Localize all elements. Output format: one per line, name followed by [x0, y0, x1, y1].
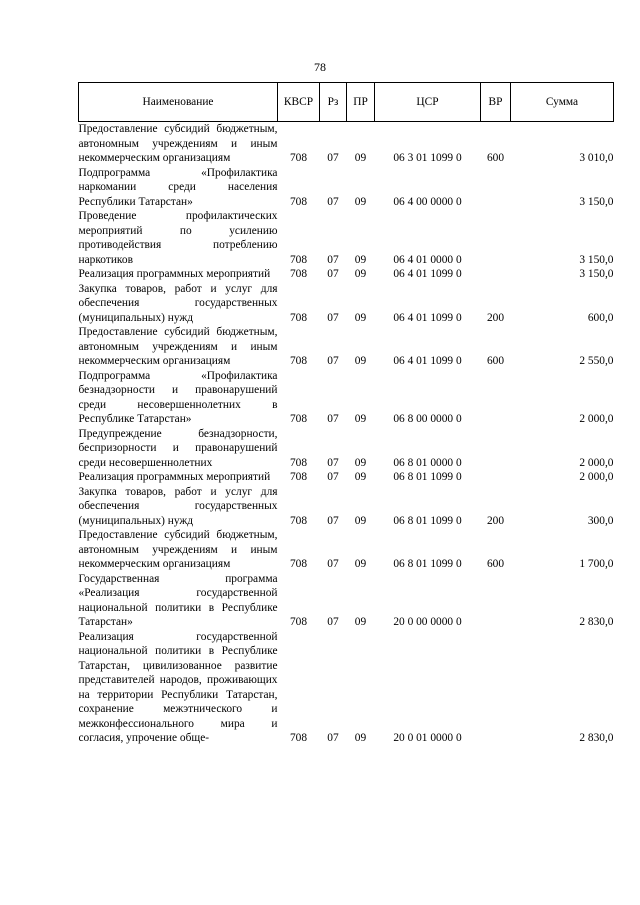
table-row — [79, 267, 614, 282]
cell-name — [79, 369, 278, 427]
cell-sum: 3 150,0 — [579, 195, 614, 208]
cell-rz: 07 — [327, 253, 339, 266]
cell-vr: 600 — [486, 152, 505, 164]
cell-csr: 06 8 01 1099 0 — [393, 514, 462, 527]
cell-csr: 06 4 01 1099 0 — [393, 268, 462, 280]
cell-name — [79, 427, 278, 471]
cell-sum: 2 000,0 — [579, 413, 614, 425]
cell-sum: 3 150,0 — [579, 253, 614, 266]
budget-table — [78, 82, 614, 746]
cell-name — [79, 122, 278, 166]
cell-rz: 07 — [327, 268, 339, 280]
cell-kvsr: 708 — [289, 456, 308, 469]
cell-kvsr: 708 — [289, 413, 308, 425]
table-row — [79, 325, 614, 369]
cell-kvsr: 708 — [289, 471, 308, 483]
cell-rz: 07 — [327, 732, 339, 744]
cell-rz: 07 — [327, 558, 339, 570]
table-row — [79, 528, 614, 572]
table-row — [79, 572, 614, 630]
cell-rz: 07 — [327, 413, 339, 425]
table-body — [79, 122, 614, 746]
cell-csr: 20 0 01 0000 0 — [393, 732, 462, 744]
cell-kvsr: 708 — [289, 195, 308, 208]
cell-name — [79, 485, 278, 529]
cell-sum: 2 830,0 — [579, 732, 614, 744]
cell-vr — [481, 267, 511, 282]
cell-vr: 600 — [486, 558, 505, 570]
row-name-text: Закупка товаров, работ и услуг для обеспечения государственных (муниципальных) нужд — [78, 485, 278, 527]
cell-pr: 09 — [354, 253, 367, 266]
cell-sum: 3 010,0 — [579, 152, 614, 164]
cell-csr: 06 8 00 0000 0 — [393, 413, 462, 425]
cell-sum: 600,0 — [587, 311, 614, 324]
table-row — [79, 369, 614, 427]
cell-kvsr: 708 — [289, 616, 308, 628]
cell-vr: 600 — [486, 355, 505, 367]
cell-sum: 2 830,0 — [579, 616, 614, 628]
cell-csr: 06 8 01 1099 0 — [393, 558, 462, 570]
cell-vr — [481, 630, 511, 746]
cell-name — [79, 166, 278, 210]
header-name: Наименование — [79, 83, 278, 122]
cell-vr: 200 — [486, 311, 505, 324]
row-name-text: Предоставление субсидий бюджетным, автономным учреждениям и иным некоммерческим организациям — [78, 326, 278, 367]
cell-pr: 09 — [354, 311, 367, 324]
cell-name — [79, 325, 278, 369]
cell-pr: 09 — [354, 355, 367, 367]
cell-vr — [481, 166, 511, 210]
cell-sum: 300,0 — [587, 514, 614, 527]
cell-pr: 09 — [354, 558, 367, 570]
cell-kvsr: 708 — [289, 311, 308, 324]
table-row — [79, 166, 614, 210]
header-vr: ВР — [481, 83, 511, 122]
table-row — [79, 485, 614, 529]
cell-rz: 07 — [327, 514, 339, 527]
header-row — [79, 83, 614, 122]
cell-csr: 06 8 01 0000 0 — [393, 456, 462, 469]
cell-pr: 09 — [354, 413, 367, 425]
cell-csr: 20 0 00 0000 0 — [393, 616, 462, 628]
table-row — [79, 122, 614, 166]
row-name-text: Предоставление субсидий бюджетным, автономным учреждениям и иным некоммерческим организациям — [78, 123, 278, 164]
cell-csr: 06 4 01 1099 0 — [393, 355, 462, 367]
cell-rz: 07 — [327, 152, 339, 164]
header-pr: ПР — [347, 83, 375, 122]
cell-vr — [481, 369, 511, 427]
cell-pr: 09 — [354, 471, 367, 483]
table-row — [79, 209, 614, 267]
cell-csr: 06 4 01 0000 0 — [393, 253, 462, 266]
row-name-text: Проведение профилактических мероприятий по усилению противодействия потреблению наркотиков — [78, 210, 278, 266]
header-sum: Сумма — [511, 83, 614, 122]
table-row — [79, 427, 614, 471]
cell-name — [79, 470, 278, 485]
row-name-text: Предоставление субсидий бюджетным, автономным учреждениям и иным некоммерческим организациям — [78, 529, 278, 570]
table-row — [79, 470, 614, 485]
cell-vr — [481, 572, 511, 630]
cell-vr: 200 — [486, 514, 505, 527]
cell-kvsr: 708 — [289, 253, 308, 266]
table-row — [79, 630, 614, 746]
row-name-text: Государственная программа «Реализация государственной национальной политики в Республике Татарстан» — [78, 572, 278, 628]
cell-sum: 1 700,0 — [579, 558, 614, 570]
cell-vr — [481, 209, 511, 267]
row-name-text: Реализация государственной национальной политики в Республике Татарстан, цивилизованное развитие представителей народов, проживающих на территории Республики Татарстан, сохранение межэтнического и межконфессионального мира и согласия, упрочение обще- — [78, 630, 278, 744]
cell-pr: 09 — [354, 268, 367, 280]
row-name-text: Реализация программных мероприятий — [78, 268, 271, 280]
header-kvsr: КВСР — [278, 83, 320, 122]
row-name-text: Подпрограмма «Профилактика безнадзорности и правонарушений среди несовершеннолетних в Республике Татарстан» — [78, 369, 278, 425]
cell-name — [79, 528, 278, 572]
cell-rz: 07 — [327, 311, 339, 324]
cell-csr: 06 8 01 1099 0 — [393, 471, 462, 483]
header-rz: Рз — [320, 83, 347, 122]
cell-kvsr: 708 — [289, 514, 308, 527]
cell-vr — [481, 427, 511, 471]
cell-kvsr: 708 — [289, 152, 308, 164]
cell-rz: 07 — [327, 616, 339, 628]
cell-vr — [481, 470, 511, 485]
cell-sum: 2 550,0 — [579, 355, 614, 367]
cell-sum: 2 000,0 — [579, 471, 614, 483]
row-name-text: Подпрограмма «Профилактика наркомании среди населения Республики Татарстан» — [78, 166, 278, 208]
row-name-text: Реализация программных мероприятий — [78, 471, 271, 483]
cell-name — [79, 267, 278, 282]
cell-rz: 07 — [327, 355, 339, 367]
table-header — [79, 83, 614, 122]
cell-pr: 09 — [354, 195, 367, 208]
cell-csr: 06 3 01 1099 0 — [393, 152, 462, 164]
cell-name — [79, 209, 278, 267]
header-csr: ЦСР — [375, 83, 481, 122]
cell-sum: 2 000,0 — [579, 456, 614, 469]
cell-kvsr: 708 — [289, 558, 308, 570]
cell-name — [79, 630, 278, 746]
cell-kvsr: 708 — [289, 732, 308, 744]
cell-pr: 09 — [354, 456, 367, 469]
cell-rz: 07 — [327, 456, 339, 469]
cell-pr: 09 — [354, 152, 367, 164]
row-name-text: Закупка товаров, работ и услуг для обеспечения государственных (муниципальных) нужд — [78, 282, 278, 324]
cell-pr: 09 — [354, 616, 367, 628]
cell-pr: 09 — [354, 732, 367, 744]
cell-csr: 06 4 00 0000 0 — [393, 195, 462, 208]
cell-kvsr: 708 — [289, 268, 308, 280]
table-row — [79, 282, 614, 326]
row-name-text: Предупреждение безнадзорности, беспризорности и правонарушений среди несовершеннолетних — [78, 427, 278, 469]
cell-sum: 3 150,0 — [579, 268, 614, 280]
cell-csr: 06 4 01 1099 0 — [393, 311, 462, 324]
cell-name — [79, 282, 278, 326]
cell-rz: 07 — [327, 471, 339, 483]
page-number: 78 — [314, 60, 326, 74]
cell-name — [79, 572, 278, 630]
cell-rz: 07 — [327, 195, 339, 208]
cell-kvsr: 708 — [289, 355, 308, 367]
cell-pr: 09 — [354, 514, 367, 527]
